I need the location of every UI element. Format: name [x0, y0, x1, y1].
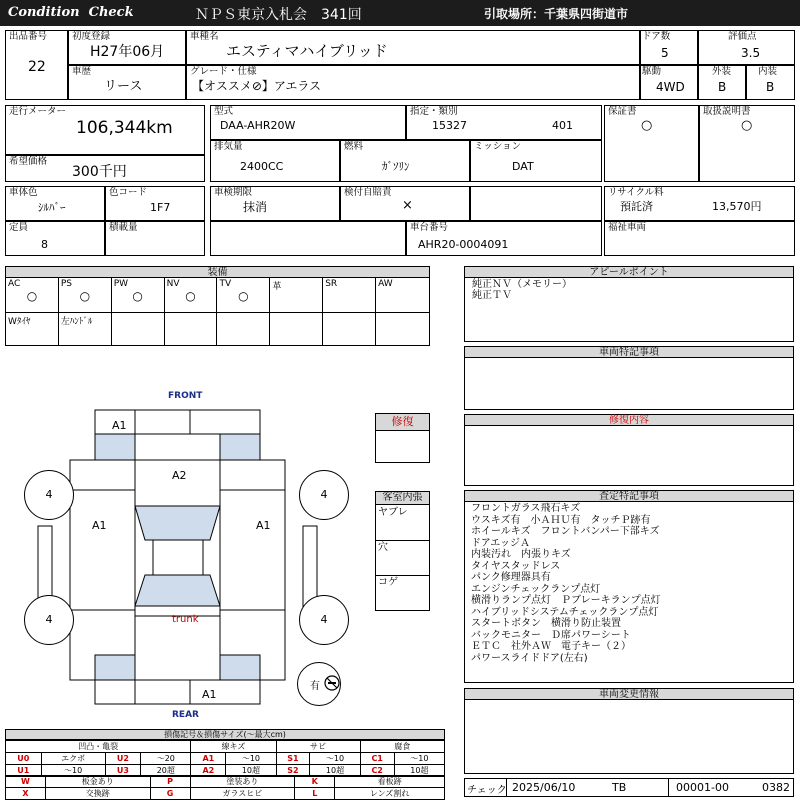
designation-value: 15327 [432, 119, 467, 132]
inspection-note-line: エンジンチェックランプ点灯 [471, 583, 601, 595]
equip-cell-wtire: Wﾀｲﾔ [6, 313, 59, 346]
legend-code: P [150, 776, 190, 788]
legend-code: G [150, 788, 190, 800]
inspection-note-line: 内装汚れ 内張りキズ [471, 549, 571, 560]
legend-desc: 20超 [141, 765, 191, 777]
model-label: 車種名 [190, 31, 219, 42]
warranty-label: 保証書 [608, 106, 637, 117]
inspection-value: 抹消 [243, 200, 268, 214]
chassis-left-box [210, 221, 406, 256]
odo-label: 走行メーター [9, 106, 67, 117]
legend-code: C2 [360, 765, 394, 777]
inspection-note-line: フロントガラス飛石キズ [471, 503, 581, 514]
displacement-label: 排気量 [214, 141, 243, 152]
chassis-value: AHR20-0004091 [418, 238, 509, 251]
equip-cell-ps: PS ○ [58, 278, 111, 313]
divider [668, 778, 669, 797]
type-value: DAA-AHR20W [220, 119, 296, 132]
inspection-note-line: パワースライドドア(左右) [471, 652, 588, 664]
legend-desc: 交換跡 [45, 788, 150, 800]
legend-code: U1 [6, 765, 42, 777]
cabin-interior-title: 客室内張 [375, 491, 430, 505]
exterior-label: 外装 [712, 66, 732, 77]
repair-details-title: 修復内容 [464, 414, 794, 426]
tire-front-right: 4 [299, 470, 349, 520]
inspection-note-line: ドアエッジＡ [471, 537, 530, 549]
score-label: 評価点 [728, 31, 757, 42]
grade-label: グレード・仕様 [190, 66, 257, 77]
divider [375, 575, 430, 576]
legend-desc: ～10 [226, 753, 276, 765]
interior-label: 内装 [758, 66, 778, 77]
legend-desc: ～10 [394, 753, 444, 765]
manual-value: ○ [741, 118, 753, 133]
mission-value: DAT [512, 160, 534, 173]
legend-desc: エクボ [41, 753, 105, 765]
lot-number: 22 [28, 59, 46, 75]
header-left-title: Condition Check [8, 5, 134, 20]
drive-label: 駆動 [642, 66, 662, 77]
legend-code: L [295, 788, 335, 800]
inspection-note-line: 横滑りランプ点灯 Ｐブレーキランプ点灯 [471, 595, 661, 606]
liability-extra-box [470, 186, 602, 221]
hood-label: A2 [172, 469, 187, 482]
inspection-note-line: パンク修理器具有 [471, 572, 551, 583]
model-value: エスティマハイブリッド [226, 42, 388, 60]
legend-desc: 塗装あり [190, 776, 295, 788]
exterior-value: B [718, 80, 727, 94]
category-value: 401 [552, 119, 573, 132]
check-inspector: TB [612, 781, 627, 794]
legend-code: X [6, 788, 46, 800]
check-id: 00001-00 [676, 781, 729, 794]
equip-cell-empty [376, 313, 430, 346]
color-value: ｼﾙﾊﾞｰ [38, 201, 66, 214]
appeal-line-2: 純正ＴＶ [472, 290, 512, 301]
grade-value: 【オススメ⊘】アエラス [192, 79, 321, 93]
mission-label: ミッション [474, 141, 522, 152]
hole-label: 穴 [378, 542, 388, 553]
equip-cell-aw: AW [376, 278, 430, 313]
color-code-value: 1F7 [150, 201, 171, 214]
drive-value: 4WD [656, 80, 685, 94]
fuel-value: ｶﾞｿﾘﾝ [382, 160, 410, 173]
score-value: 3.5 [741, 46, 761, 60]
inspection-note-line: バックモニター Ｄ席パワーシート [471, 629, 631, 641]
equip-cell-empty [323, 313, 376, 346]
inspection-note-line: ホイールキズ フロントバンパー下部キズ [471, 526, 660, 537]
appeal-line-1: 純正ＮＶ（メモリー） [472, 279, 572, 290]
legend-desc: 看板跡 [335, 776, 445, 788]
legend-desc: 10超 [310, 765, 360, 777]
right-side-label: A1 [256, 519, 271, 532]
divider [375, 540, 430, 541]
legend-code: A2 [191, 765, 226, 777]
legend-group-rust: サビ [276, 741, 360, 753]
price-label: 希望価格 [9, 156, 48, 167]
legend-desc: ガラスヒビ [190, 788, 295, 800]
first-reg-value: H27年06月 [90, 44, 165, 60]
capacity-label: 定員 [9, 222, 29, 233]
doors-value: 5 [661, 46, 669, 60]
legend-desc: レンズ割れ [335, 788, 445, 800]
lot-label: 出品番号 [9, 31, 48, 42]
equip-cell-leather: 革 [270, 278, 323, 313]
equip-cell-ac: AC ○ [6, 278, 59, 313]
inspection-notes-list [471, 503, 791, 664]
legend-code: C1 [360, 753, 394, 765]
equip-cell-lhd: 左ﾊﾝﾄﾞﾙ [58, 313, 111, 346]
pickup-location: 引取場所：千葉県四街道市 [484, 7, 629, 21]
recycle-label: リサイクル料 [608, 187, 664, 198]
appeal-title: アピールポイント [464, 266, 794, 278]
legend-code: S2 [276, 765, 310, 777]
inspection-notes-title: 査定特記事項 [464, 490, 794, 502]
color-label: 車体色 [9, 187, 38, 198]
legend-table-2 [5, 775, 445, 800]
legend-code: S1 [276, 753, 310, 765]
history-value: リース [104, 79, 143, 94]
check-label: チェック [467, 785, 507, 796]
equip-cell-empty [270, 313, 323, 346]
inspection-note-line: ＥＴＣ 社外ＡＷ 電子キー（２） [471, 641, 631, 652]
equipment-title-bar: 装備 [5, 266, 430, 278]
change-info-title: 車両変更情報 [464, 688, 794, 700]
interior-value: B [766, 80, 775, 94]
tire-front-left: 4 [24, 470, 74, 520]
legend-desc: ～10 [310, 753, 360, 765]
ashtray-label: 有 [310, 681, 320, 692]
odo-value: 106,344km [76, 118, 173, 138]
legend-group-corrosion: 腐食 [360, 741, 444, 753]
left-side-label: A1 [92, 519, 107, 532]
rear-label: REAR [172, 710, 199, 720]
recycle-fee: 13,570円 [712, 200, 762, 213]
color-code-label: 色コード [109, 187, 148, 198]
check-date: 2025/06/10 [512, 781, 576, 794]
equip-cell-empty [164, 313, 217, 346]
equip-cell-sr: SR [323, 278, 376, 313]
header-center-title: ＮＰＳ東京入札会 341回 [195, 7, 362, 23]
legend-desc: 10超 [394, 765, 444, 777]
equip-cell-empty [217, 313, 270, 346]
check-number: 0382 [762, 781, 790, 794]
legend-desc: 10超 [226, 765, 276, 777]
rear-panel-label: A1 [202, 688, 217, 701]
designation-label: 指定・類別 [410, 106, 458, 117]
trunk-label: trunk [172, 614, 199, 625]
inspection-note-line: ハイブリッドシステムチェックランプ点灯 [471, 606, 659, 618]
legend-code: U3 [105, 765, 141, 777]
legend-title: 損傷記号＆損傷サイズ(～最大cm) [5, 729, 445, 740]
warranty-value: ○ [641, 118, 653, 133]
inspection-label: 車検期限 [214, 187, 253, 198]
burn-label: コゲ [378, 577, 398, 588]
first-reg-label: 初度登録 [72, 31, 111, 42]
displacement-value: 2400CC [240, 160, 284, 173]
legend-code: K [295, 776, 335, 788]
no-smoking-icon [324, 675, 340, 691]
manual-label: 取扱説明書 [703, 106, 751, 117]
equip-cell-nv: NV ○ [164, 278, 217, 313]
equipment-table [5, 277, 430, 346]
inspection-note-line: ウスキズ有 小ＡＨＵ有 タッチＰ跡有 [471, 514, 651, 526]
legend-table [5, 740, 445, 777]
legend-code: A1 [191, 753, 226, 765]
tire-rear-right: 4 [299, 595, 349, 645]
legend-desc: ～10 [41, 765, 105, 777]
tire-rear-left: 4 [24, 595, 74, 645]
legend-code: U2 [105, 753, 141, 765]
divider [506, 778, 507, 797]
legend-code: U0 [6, 753, 42, 765]
special-notes-title: 車両特記事項 [464, 346, 794, 358]
equip-cell-empty [111, 313, 164, 346]
front-panel-label: A1 [112, 419, 127, 432]
fuel-label: 燃料 [344, 141, 364, 152]
welfare-label: 福祉車両 [608, 222, 647, 233]
equip-cell-tv: TV ○ [217, 278, 270, 313]
legend-group-dent: 凹凸・亀裂 [6, 741, 191, 753]
type-label: 型式 [214, 106, 234, 117]
tear-label: ヤブレ [378, 507, 408, 518]
capacity-value: 8 [41, 238, 48, 251]
doors-label: ドア数 [642, 31, 671, 42]
legend-code: W [6, 776, 46, 788]
liability-value: × [402, 198, 413, 213]
liability-label: 検付自賠責 [344, 187, 392, 198]
chassis-label: 車台番号 [410, 222, 449, 233]
legend-group-scratch: 線キズ [191, 741, 276, 753]
load-label: 積載量 [109, 222, 138, 233]
equip-cell-pw: PW ○ [111, 278, 164, 313]
price-value: 300千円 [72, 164, 127, 180]
repair-title: 修復 [375, 413, 430, 431]
inspection-note-line: スタートボタン 横滑り防止装置 [471, 618, 621, 629]
legend-desc: ～20 [141, 753, 191, 765]
legend-desc: 板金あり [45, 776, 150, 788]
inspection-note-line: タイヤスタッドレス [471, 560, 561, 572]
history-label: 車歴 [72, 66, 92, 77]
recycle-status: 預託済 [620, 200, 653, 213]
front-label: FRONT [168, 391, 203, 401]
